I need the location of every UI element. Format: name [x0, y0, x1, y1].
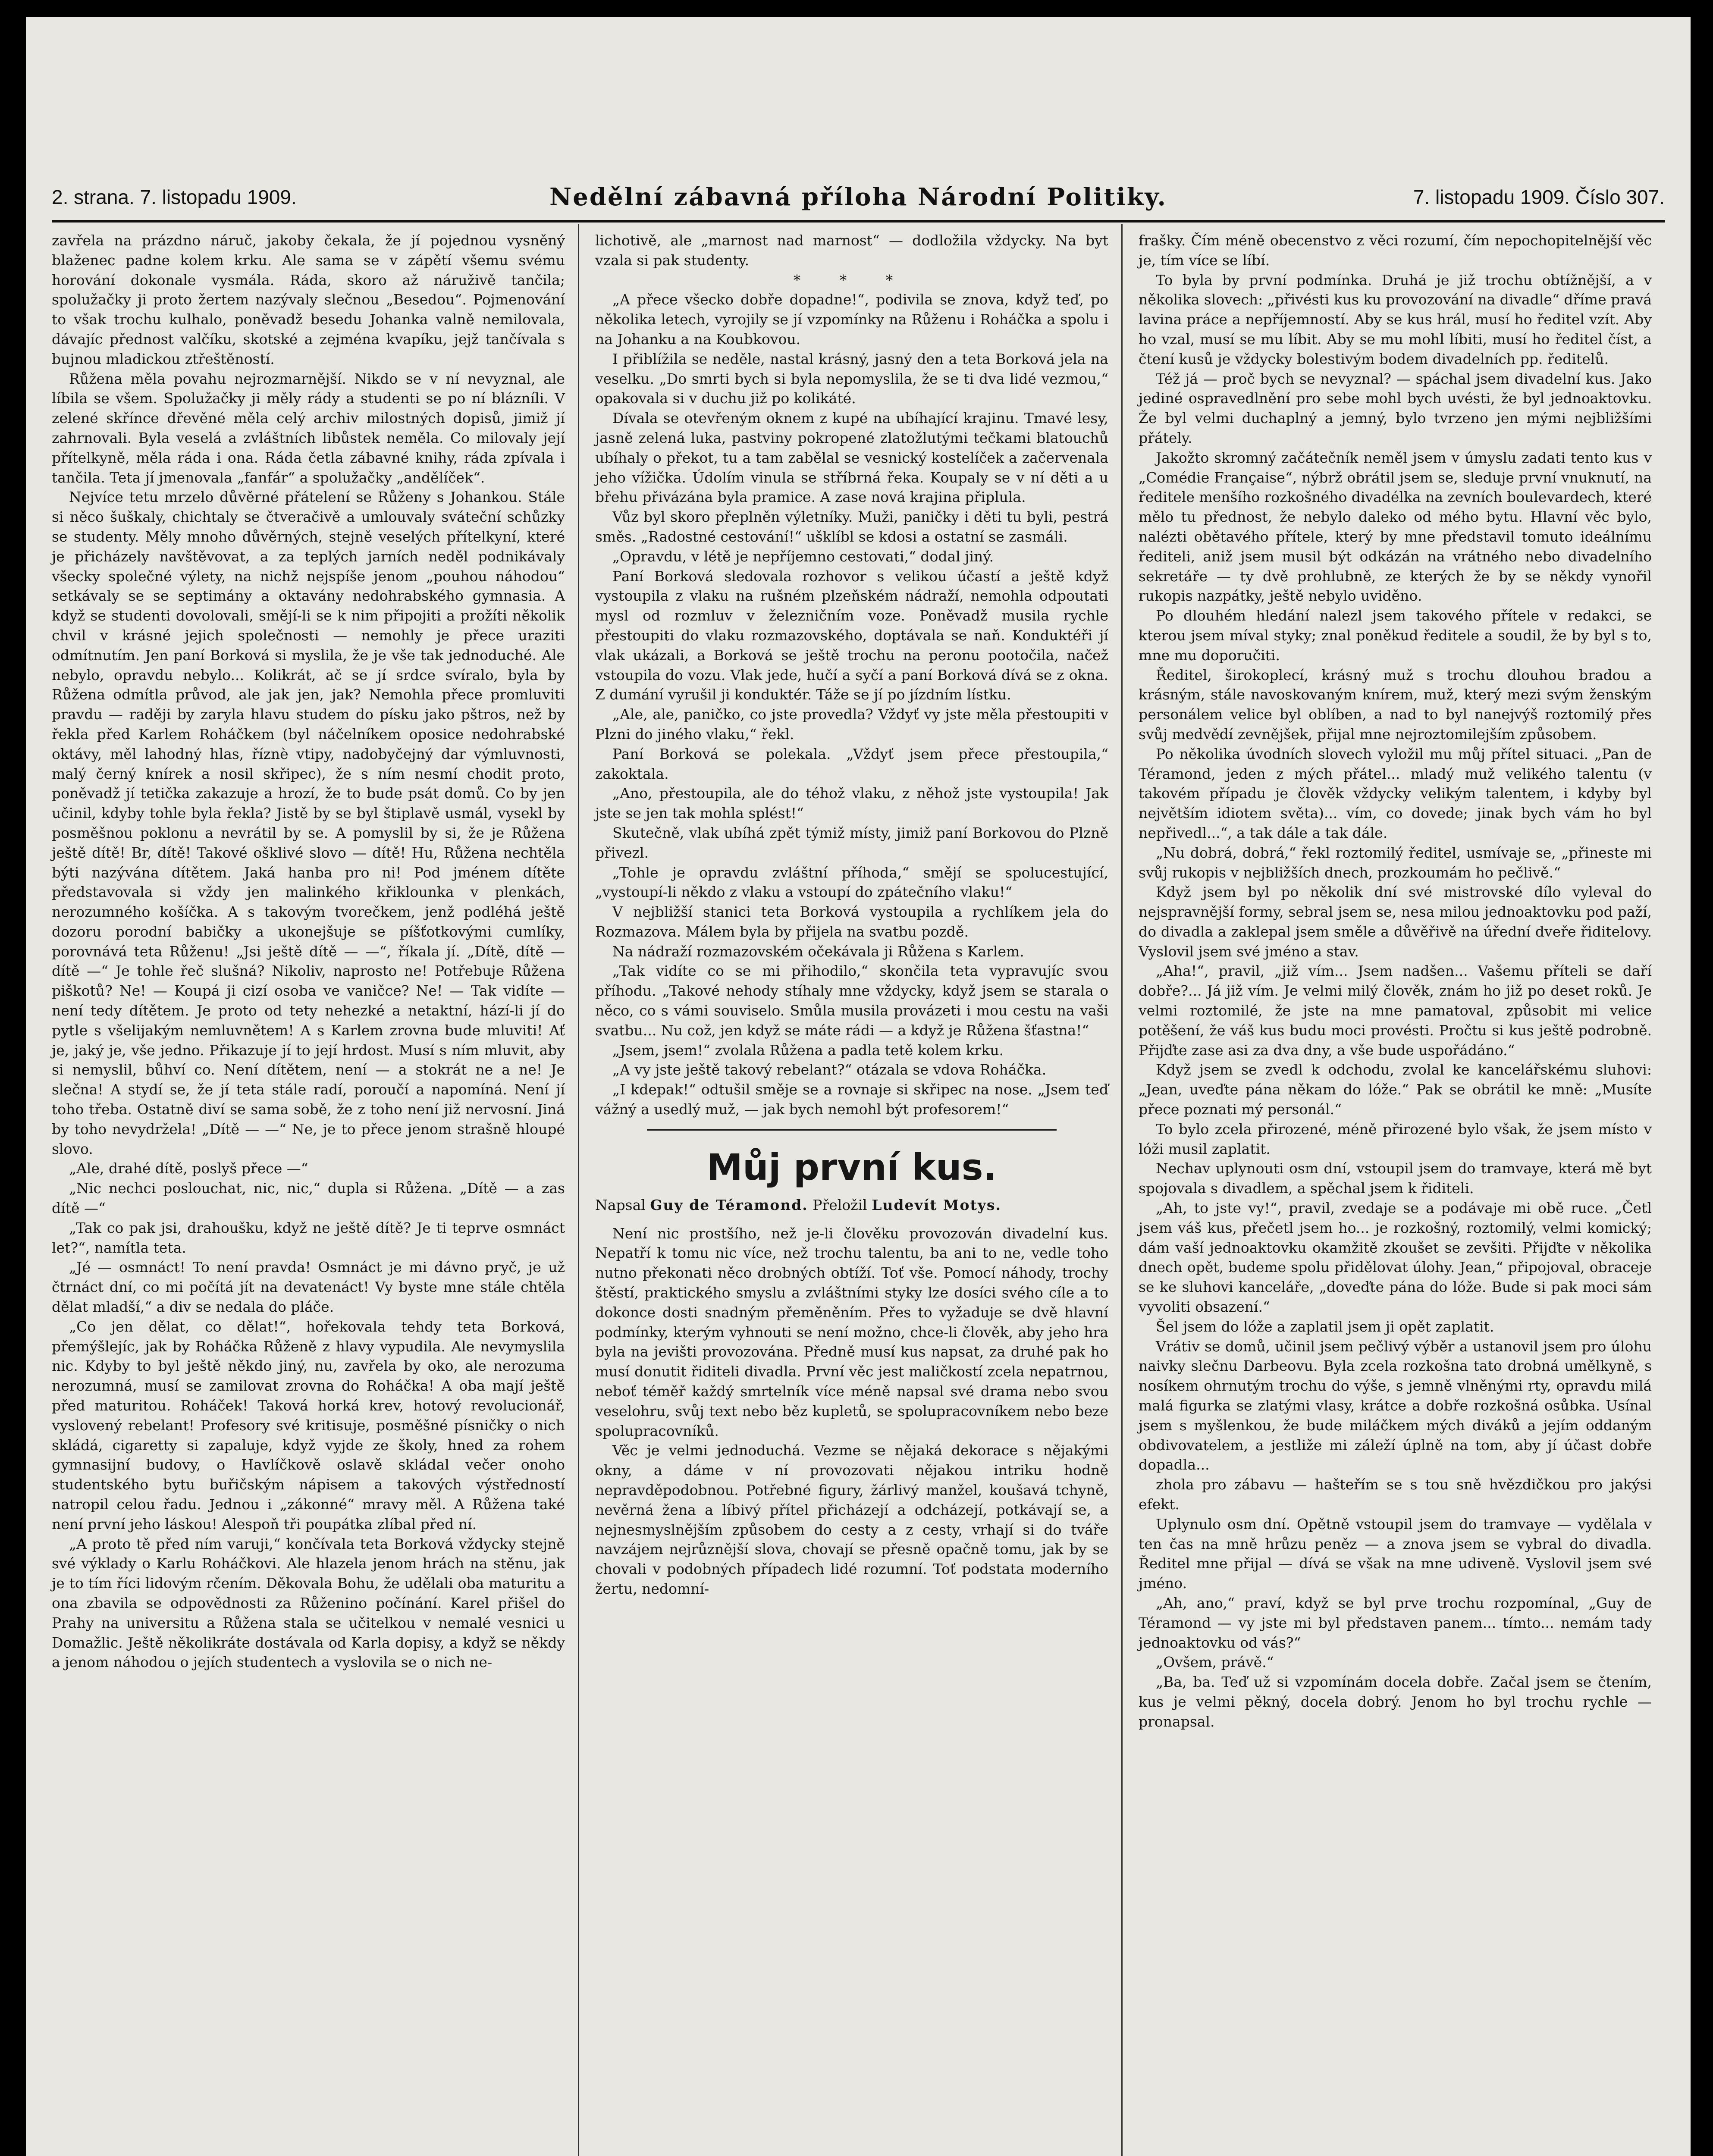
paragraph: Dívala se otevřeným oknem z kupé na ubíhající krajinu. Tmavé lesy, jasně zelená luka, pastviny pokropené zlatožlutými tečkami blatouchů ubíhaly o překot, tu a tam zabělal se vesnický kostelíček a začervenala jeho vížička. Údolím vinula se stříbrná řeka. Koupaly se v ní děti a u břehu přivázána byla pramice. A zase nová krajina připlula. — [595, 410, 1108, 506]
paragraph: I přiblížila se neděle, nastal krásný, jasný den a teta Borková jela na veselku. „Do smrti bych si byla nepomyslila, že se ti dva lidé vezmou,“ opakovala si v duchu již po kolikáté. — [595, 350, 1108, 407]
paragraph: „Ano, přestoupila, ale do téhož vlaku, z něhož jste vystoupila! Jak jste se jen tak mohla splést!“ — [595, 785, 1108, 822]
paragraph: „Tohle je opravdu zvláštní příhoda,“ smějí se spolucestující, „vystoupí-li někdo z vlaku a vstoupí do zpátečního vlaku!“ — [595, 864, 1108, 901]
paragraph: Po dlouhém hledání nalezl jsem takového přítele v redakci, se kterou jsem míval styky; znal poněkud ředitele a soudil, že by byl s to, mne mu doporučiti. — [1139, 607, 1652, 664]
paragraph: „Nu dobrá, dobrá,“ řekl roztomilý ředitel, usmívaje se, „přineste mi svůj rukopis v nejbližších dnech, prozkoumám ho pečlivě.“ — [1139, 844, 1652, 881]
paragraph: To byla by první podmínka. Druhá je již trochu obtížnější, a v několika slovech: „přivésti kus ku provozování na divadle“ dříme pravá lavina práce a nepříjemností. Aby se kus hrál, musí ho ředitel vzít. Aby ho vzal, musí se mu líbit. Aby se mu mohl líbiti, musí ho ředitel číst, a čtení kusů je vždycky bolestivým bodem divadelních pp. ředitelů. — [1139, 271, 1652, 367]
byline-translator: Ludevít Motys. — [872, 1196, 1001, 1213]
paragraph: Na nádraží rozmazovském očekávala ji Růžena s Karlem. — [612, 943, 1024, 960]
newspaper-page — [26, 17, 1691, 2156]
paragraph: Věc je velmi jednoduchá. Vezme se nějaká dekorace s nějakými okny, a dáme v ní provozovati nějakou intriku hodně nepravděpodobnou. Potřebné figury, žárlivý manžel, koušavá tchyně, nevěrná žena a líbivý přítel přicházejí a odcházejí, potkávají se, a nejnesmyslnějším způsobem do cesty a z cesty, vrhají si do tváře navzájem nejrůznější slova, chovají se přesně opačně tomu, jak by se chovali v podobných případech lidé rozumní. Toť podstata moderního žertu, nedomní- — [595, 1442, 1108, 1597]
header-title: Nedělní zábavná příloha Národní Politiky. — [549, 183, 1167, 211]
column-3 — [1139, 231, 1652, 2156]
paragraph: Šel jsem do lóže a zaplatil jsem ji opět zaplatit. — [1156, 1318, 1494, 1335]
paragraph: Není nic prostšího, než je-li člověku provozován divadelní kus. Nepatří k tomu nic více, než trochu talentu, ba ani to ne, vedle toho nutno překonati něco drobných obtíží. Toť vše. Pomocí náhody, trochy štěstí, praktického smyslu a zvláštními styky lze dosíci svého cíle a to dokonce dosti snadným přeměněním. Přes to vyžaduje se dvě hlavní podmínky, kterým vyhnouti se není možno, chce-li člověk, aby jeho hra byla na jevišti provozována. Předně musí kus napsat, za druhé pak ho musí donutit řiditeli divadla. První věc jest maličkostí zcela nepatrnou, neboť téměř každý smrtelník více méně napsal své drama nebo svou veselohru, svůj text nebo běz kupletů, se spolupracovníkem nebo beze spolupracovníků. — [595, 1225, 1108, 1439]
paragraph: Skutečně, vlak ubíhá zpět týmiž místy, jimiž paní Borkovou do Plzně přivezl. — [595, 824, 1108, 861]
paragraph: Ředitel, širokoplecí, krásný muž s trochu dlouhou bradou a krásným, stále navoskovaným knírem, muž, který mezi svým ženským personálem velice byl oblíben, a nad to byl nanejvýš roztomilý přes svůj medvědí zevnějšek, přijal mne nejroztomilejším způsobem. — [1139, 666, 1652, 743]
byline-prefix: Napsal — [595, 1196, 646, 1213]
paragraph: Růžena měla povahu nejrozmarnější. Nikdo se v ní nevyznal, ale líbila se všem. Spolužačky ji měly rády a studenti se po ní blázníli. V zelené skřínce dřevěné měla celý archiv milostných dopisů, jimiž jí zahrnovali. Byla veselá a zvláštních libůstek neměla. Co milovaly její přítelkyně, měla ráda i ona. Ráda četla zábavné knihy, ráda zpívala i tančila. Teta jí jmenovala „fanfár“ a spolužačky „andělíček“. — [52, 370, 565, 486]
paragraph: „Aha!“, pravil, „již vím... Jsem nadšen... Vašemu příteli se daří dobře?... Já již vím. Je velmi milý člověk, znám ho již po deset roků. Je velmi roztomilé, že jste na mne pamatoval, způsobit mi velice potěšení, že váš kus budu moci provésti. Pročtu si kus ještě podrobně. Přijďte zase asi za dva dny, a vše bude uspořádáno.“ — [1139, 962, 1652, 1059]
paragraph: „A přece všecko dobře dopadne!“, podivila se znova, když teď, po několika letech, vyrojily se jí vzpomínky na Růženu i Roháčka a spolu i na Johanku a na Koubkovou. — [595, 291, 1108, 348]
header-page-info: 2. strana. 7. listopadu 1909. — [52, 186, 297, 208]
paragraph: Paní Borková se polekala. „Vždyť jsem přece přestoupila,“ zakoktala. — [595, 745, 1108, 782]
paragraph: Vůz byl skoro přeplněn výletníky. Muži, paničky i děti tu byli, pestrá směs. „Radostné cestování!“ ušklíbl se kdosi a ostatní se zasmáli. — [595, 508, 1108, 545]
byline-translator-prefix: Přeložil — [813, 1196, 867, 1213]
paragraph: Též já — proč bych se nevyznal? — spáchal jsem divadelní kus. Jako jediné ospravedlnění pro sebe mohl bych uvésti, že byl jednoaktovku. Že byl velmi duchaplný a jemný, bylo tvrzeno jen mými nejbližšími přátely. — [1139, 370, 1652, 446]
column-divider — [1121, 224, 1123, 2156]
section-separator: * * * — [793, 271, 910, 288]
column-divider — [578, 224, 579, 2156]
paragraph: „Opravdu, v létě je nepříjemno cestovati,“ dodal jiný. — [612, 548, 994, 565]
paragraph: Vrátiv se domů, učinil jsem pečlivý výběr a ustanovil jsem pro úlohu naivky slečnu Darbeovu. Byla zcela rozkošna tato drobná umělkyně, s nosíkem ohrnutým trochu do výše, s jemně vlněnými rty, opravdu milá malá figurka se zlatými vlasy, krátce a dobře rozkošná osůbka. Usínal jsem s myšlenkou, že bude miláčkem mých diváků a jejím oddaným obdivovatelem, a jestliže mi záleží úplně na tom, aby jí účast dobře dopadla... — [1139, 1338, 1652, 1473]
paragraph: „Ah, ano,“ praví, když se byl prve trochu rozpomínal, „Guy de Téramond — vy jste mi byl představen panem... tímto... nemám tady jednoaktovku od vás?“ — [1139, 1594, 1652, 1651]
paragraph: „Ba, ba. Teď už si vzpomínám docela dobře. Začal jsem se čtením, kus je velmi pěkný, docela dobrý. Jenom ho byl trochu rychle — pronapsal. — [1139, 1673, 1652, 1730]
paragraph: zhola pro zábavu — hašteřím se s tou sně hvězdičkou pro jakýsi efekt. — [1139, 1476, 1652, 1513]
paragraph: To bylo zcela přirozené, méně přirozené bylo však, že jsem místo v lóži musil zaplatit. — [1139, 1120, 1652, 1157]
story-divider — [647, 1129, 1057, 1131]
byline-author: Guy de Téramond. — [650, 1196, 808, 1213]
column-1 — [52, 231, 565, 2156]
paragraph: „A proto tě před ním varuji,“ končívala teta Borková vždycky stejně své výklady o Karlu Roháčkovi. Ale hlazela jenom hrách na stěnu, jak je to tím říci lidovým rčením. Děkovala Bohu, že udělali oba maturitu a ona zbavila se odpovědnosti za Růženino počínání. Karel přišel do Prahy na universitu a Růžena stala se učitelkou v nemalé vesnici u Domažlic. Ještě několikráte dostávala od Karla dopisy, a když se někdy a jenom náhodou o jejích studentech a vyslovila se o nich ne- — [52, 1535, 565, 1671]
paragraph: frašky. Čím méně obecenstvo z věci rozumí, čím nepochopitelnější věc je, tím více se líbí. — [1139, 232, 1652, 269]
paragraph: V nejbližší stanici teta Borková vystoupila a rychlíkem jela do Rozmazova. Málem byla by přijela na svatbu pozdě. — [595, 903, 1108, 940]
page-header — [52, 181, 1665, 216]
paragraph: „Co jen dělat, co dělat!“, hořekovala tehdy teta Borková, přemýšlejíc, jak by Roháčka Růženě z hlavy vypudila. Ale nevymyslila nic. Kdyby to byl ještě někdo jiný, nu, zavřela by oko, ale nerozuma nerozumná, musí se zamilovat zrovna do Roháčka! A oba mají ještě před maturitou. Roháček! Taková horká krev, hotový revolucionář, vyslovený rebelant! Profesory své kritisuje, posměšné písničky o nich skládá, cigaretty si zapaluje, když vyjde ze školy, hned za rohem gymnasijní budovy, o Havlíčkově oslavě skládal večer onoho studentského bytu buřičským nápisem a takových výstředností natropil celou řadu. Jednou i „zákonné“ mravy měl. A Růžena také není první jeho láskou! Alespoň tři poupátka zlíbal před ní. — [52, 1318, 565, 1532]
paragraph: Nechav uplynouti osm dní, vstoupil jsem do tramvaye, která mě byt spojovala s divadlem, a spěchal jsem k řiditeli. — [1139, 1160, 1652, 1197]
paragraph: „Tak vidíte co se mi přihodilo,“ skončila teta vypravujíc svou příhodu. „Takové nehody stíhaly mne vždycky, když jsem se starala o něco, co s vámi souviselo. Smůla musila provázeti i mou cestu na vaši svatbu... Nu což, jen když se máte rádi — a když je Růžena šťastna!“ — [595, 962, 1108, 1039]
paragraph: Když jsem byl po několik dní své mistrovské dílo vyleval do nejspravnější formy, sebral jsem se, nesa milou jednoaktovku pod paží, do divadla a zaklepal jsem směle a důvěřivě na úřední dveře řiditelovy. Vyslovil jsem své jméno a stav. — [1139, 884, 1652, 960]
paragraph: lichotivě, ale „marnost nad marnost“ — dodložila vždycky. Na byt vzala si pak studenty. — [595, 232, 1108, 269]
paragraph: Paní Borková sledovala rozhovor s velikou účastí a ještě když vystoupila z vlaku na rušném plzeňském nádraží, nemohla odpoutati mysl od rozmluv v železničním voze. Poněvadž musila rychle přestoupiti do vlaku rozmazovského, doptávala se naň. Konduktéři jí vlak ukázali, a Borková se ještě trochu na peronu pootočila, načež vstoupila do vozu. Vlak jede, hučí a syčí a paní Borková dívá se z okna. Z dumání vyrušil ji konduktér. Táže se jí po jízdním lístku. — [595, 567, 1108, 703]
paragraph: Jakožto skromný začátečník neměl jsem v úmyslu zadati tento kus v „Comédie Française“, nýbrž obrátil jsem se, sleduje první vnuknutí, na ředitele menšího rozkošného divadélka na zevních boulevardech, které mělo tu přednost, že nebylo daleko od mého bytu. Hlavní věc bylo, nalézti obětavého přítele, který by mne představil tomuto ideálnímu řediteli, aniž jsem musil být odkázán na vrátného nebo divadelního sekretáře — ty dvě prohlubně, ze kterých že by se někdy vynořil rukopis nazpátky, ještě nebylo uviděno. — [1139, 449, 1652, 605]
paragraph: Nejvíce tetu mrzelo důvěrné přátelení se Růženy s Johankou. Stále si něco šuškaly, chichtaly se čtveračivě a umlouvaly sváteční schůzky se studenty. Měly mnoho důvěrných, stejně veselých přítelkyní, které je přicházely navštěvovat, a za teplých jarních neděl podnikávaly všecky společné výlety, na nichž nejspíše jenom „pouhou náhodou“ setkávaly se se septimány a oktavány nedohrabského gymnasia. A když se studenti dovolovali, smějí-li se k nim připojiti a prožíti několik chvil v krásné jejich společnosti — nemohly je přece uraziti odmítnutím. Jen paní Borková si myslila, že je vše tak jednoduché. Ale nebylo, opravdu nebylo... Kolikrát, ač se jí srdce svíralo, byla by Růžena odmítla průvod, ale jak jen, jak? Nemohla přece promluviti pravdu — raději by zaryla hlavu studem do písku jako pštros, než by řekla před Karlem Roháčkem (byl náčelníkem oposice nedohrabské oktávy, měl lahodný hlas, říznè vtipy, nadobyčejný dar výmluvnosti, malý černý knírek a nosil skřipec), že s ním nesmí chodit proto, poněvadž jí tetička zakazuje a hrozí, že to bude psát domů. Co by jen učinil, kdyby tohle byla řekla? Jistě by se byl štiplavě usmál, vysekl by posměšnou poklonu a nevrátil by se. A pomyslil by si, že je Růžena ještě dítě! Br, dítě! Takové ošklivé slovo — dítě! Hu, Růžena nechtěla býti nazývána dítětem. Jaká hanba pro ni! Pod jménem dítěte představovala si vždy jen malinkého křiklounka v plenkách, nerozumného košíčka. A s takovým tvorečkem, jenž podléhá ještě dozoru porodní babičky a ukonejšuje se píšťotkovými cumlíky, porovnává teta Růženu! „Jsi ještě dítě — —“, říkala jí. „Dítě, dítě — dítě —“ Je tohle řeč slušná? Nikoliv, naprosto ne! Potřebuje Růžena piškotů? Ne! — Koupá ji cizí osoba ve vaničce? Ne! — Tak vidíte — není tedy dítětem. Je proto od tety nehezké a netaktní, hází-li jí do pytle s všelijakým nemluvnětem! A s Karlem zrovna bude mluviti! Ať je, jaký je, vše jedno. Přikazuje jí to její hrdost. Musí s ním mluvit, aby si nemyslil, bůhví co. Není dítětem, není — a stokrát ne a ne! Je slečna! A stydí se, že jí teta stále radí, poroučí a napomíná. Není jí toho třeba. Ostatně diví se sama sobě, že z toho není již nervosní. Jiná by toho nevydržela! „Dítě — —“ Ne, je to přece jenom strašně hloupé slovo. — [52, 489, 565, 1157]
paragraph: „Ale, ale, paničko, co jste provedla? Vždyť vy jste měla přestoupiti v Plzni do jiného vlaku,“ řekl. — [595, 706, 1108, 743]
header-rule — [52, 220, 1665, 222]
paragraph: „Ovšem, právě.“ — [1156, 1654, 1274, 1671]
column-2 — [595, 231, 1108, 2156]
paragraph: Uplynulo osm dní. Opětně vstoupil jsem do tramvaye — vydělala v ten čas na mně hrůzu peněz — a znova jsem se vybral do divadla. Ředitel mne přijal — dívá se však na mne udiveně. Vyslovil jsem své jméno. — [1139, 1515, 1652, 1592]
paragraph: „I kdepak!“ odtušil směje se a rovnaje si skřipec na nose. „Jsem teď vážný a usedlý muž, — jak bych nemohl být profesorem!“ — [595, 1081, 1108, 1118]
paragraph: „Ale, drahé dítě, poslyš přece —“ — [69, 1160, 308, 1177]
header-issue-info: 7. listopadu 1909. Číslo 307. — [1413, 186, 1665, 208]
paragraph: „Ah, to jste vy!“, pravil, zvedaje se a podávaje mi obě ruce. „Četl jsem váš kus, přečetl jsem ho... je rozkošný, roztomilý, velmi komický; dám vaší jednoaktovku okamžitě zkoušet se zevšiti. Přijďte v několika dnech opět, budeme spolu přidělovat úlohy. Jean,“ připojoval, obraceje se ke sluhovi kanceláře, „doveďte pána do lóže. Bude si pak moci sám vyvoliti obsazení.“ — [1139, 1200, 1652, 1316]
paragraph: „A vy jste ještě takový rebelant?“ otázala se vdova Roháčka. — [612, 1061, 1047, 1078]
paragraph: „Nic nechci poslouchat, nic, nic,“ dupla si Růžena. „Dítě — a zas dítě —“ — [52, 1180, 565, 1217]
paragraph: Když jsem se zvedl k odchodu, zvolal ke kancelářskému sluhovi: „Jean, uveďte pána někam do lóže.“ Pak se obrátil ke mně: „Musíte přece poznati mý personál.“ — [1139, 1061, 1652, 1118]
byline — [595, 1195, 1108, 1215]
paragraph: zavřela na prázdno náruč, jakoby čekala, že jí pojednou vysněný blaženec padne kolem krku. Ale sama se v zápětí všemu svému horování dokonale vysmála. Ráda, skoro až náruživě tančila; spolužačky ji proto žertem nazývaly slečnou „Besedou“. Pojmenování to však trochu kulhalo, poněvadž besedu Johanka valně nemilovala, dávajíc přednost valčíku, skotské a zejména kvapíku, jejž tančívala s bujnou mladickou ztřeštěností. — [52, 232, 565, 367]
story-title: Můj první kus. — [706, 1146, 997, 1188]
paragraph: „Tak co pak jsi, drahoušku, když ne ještě dítě? Je ti teprve osmnáct let?“, namítla teta. — [52, 1219, 565, 1256]
paragraph: „Jsem, jsem!“ zvolala Růžena a padla tetě kolem krku. — [612, 1041, 1004, 1059]
paragraph: Po několika úvodních slovech vyložil mu můj přítel situaci. „Pan de Téramond, jeden z mých přátel... mladý muž velikého talentu (v takovém případu je člověk vždycky velikým talentem, i kdyby byl největším idiotem světa)... vím, co dovede; jinak bych vám ho byl nepřivedl...“, a tak dále a tak dále. — [1139, 745, 1652, 841]
paragraph: „Jé — osmnáct! To není pravda! Osmnáct je mi dávno pryč, je už čtrnáct dní, co mi počítá jít na devatenáct! Vy byste mne stále chtěla dělat mladší,“ a div se nedala do pláče. — [52, 1259, 565, 1316]
